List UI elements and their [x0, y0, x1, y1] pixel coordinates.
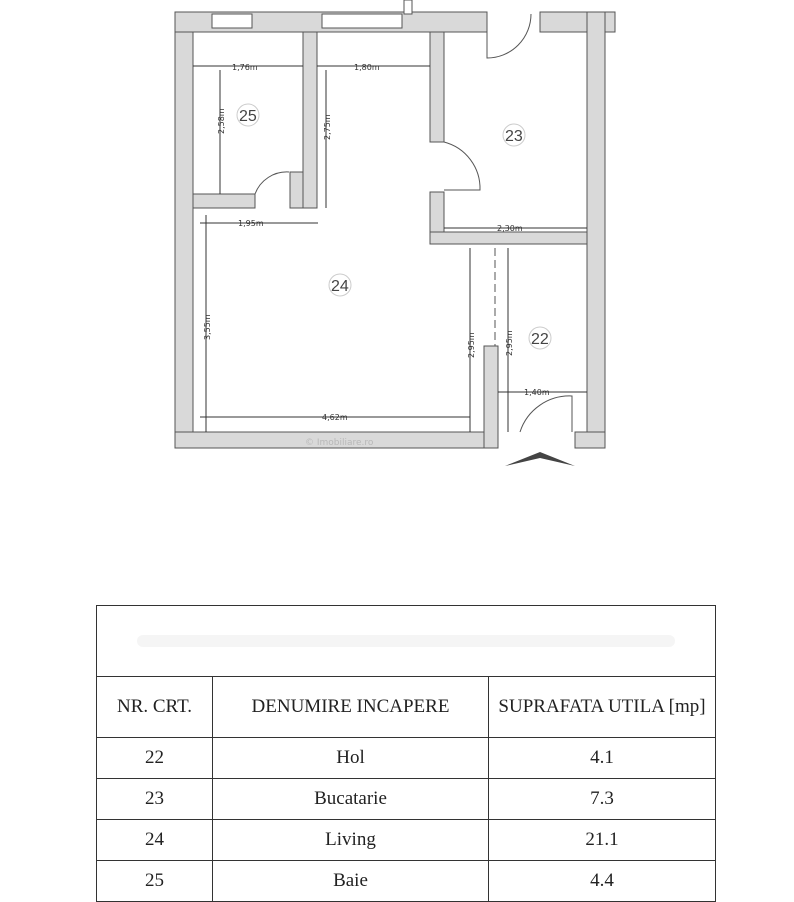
dim-hall-top-width: 1,80m [354, 63, 380, 72]
door-entry [520, 396, 572, 432]
row-area: 4.1 [489, 738, 716, 779]
row-area: 7.3 [489, 779, 716, 820]
table-row [97, 738, 716, 779]
watermark: © Imobiliare.ro [305, 438, 374, 448]
walls [175, 12, 615, 448]
door-kitchen-entry [487, 14, 531, 58]
wall-kitchen-bottom [430, 232, 587, 244]
table-header-row [97, 677, 716, 738]
row-nr: 23 [97, 779, 213, 820]
dim-hol-width: 1,40m [524, 388, 550, 397]
entrance-marker [505, 452, 575, 466]
wall-baie-right [303, 32, 317, 208]
window-baie [212, 14, 252, 28]
row-name: Hol [213, 738, 489, 779]
dim-corridor-height: 2,75m [323, 114, 332, 140]
wall-stub [290, 172, 303, 208]
dim-living-height: 3,55m [203, 314, 212, 340]
row-name: Bucatarie [213, 779, 489, 820]
wall-kitchen-left [430, 32, 444, 142]
dim-living-width: 4,62m [322, 413, 348, 422]
dim-kitchen-width: 2,30m [497, 224, 523, 233]
room-number-23: 23 [505, 128, 523, 145]
room-number-25: 25 [239, 108, 257, 125]
row-nr: 22 [97, 738, 213, 779]
row-name: Living [213, 820, 489, 861]
header-area: SUPRAFATA UTILA [mp] [489, 677, 716, 738]
dim-hol-height-left: 2,95m [467, 332, 476, 358]
dim-baie-width: 1,76m [232, 63, 258, 72]
dim-living-top: 1,95m [238, 219, 264, 228]
window-living-2 [404, 0, 412, 14]
row-area: 4.4 [489, 861, 716, 902]
wall-baie-bottom [193, 194, 255, 208]
row-nr: 24 [97, 820, 213, 861]
table-title-cell [97, 606, 716, 677]
dim-baie-height: 2,58m [217, 108, 226, 134]
row-name: Baie [213, 861, 489, 902]
table-row [97, 779, 716, 820]
header-name: DENUMIRE INCAPERE [213, 677, 489, 738]
door-baie [255, 172, 289, 194]
room-number-24: 24 [331, 278, 349, 295]
dim-hol-height-right: 2,95m [505, 330, 514, 356]
door-kitchen [444, 142, 480, 190]
table-row [97, 861, 716, 902]
room-number-22: 22 [531, 331, 549, 348]
window-living [322, 14, 402, 28]
row-nr: 25 [97, 861, 213, 902]
row-area: 21.1 [489, 820, 716, 861]
header-nr: NR. CRT. [97, 677, 213, 738]
room-area-table [96, 605, 716, 902]
wall-bottom-right [575, 432, 605, 448]
table-row [97, 820, 716, 861]
wall-left [175, 12, 193, 448]
wall-hol-left [484, 346, 498, 448]
table-title-row [97, 606, 716, 677]
wall-right [587, 12, 605, 448]
